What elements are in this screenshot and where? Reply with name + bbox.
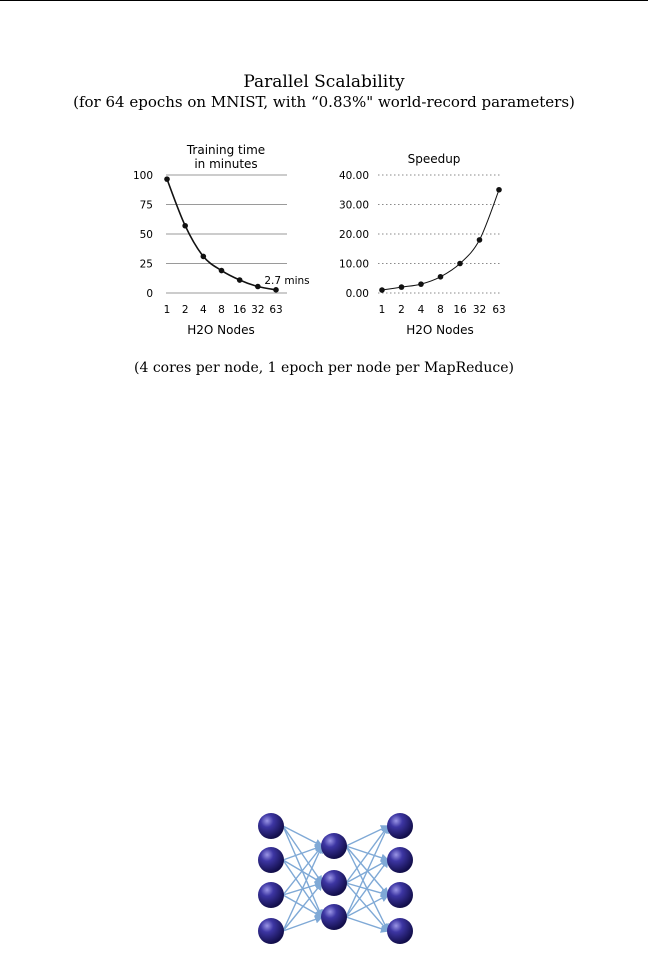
- data-point: [438, 274, 444, 280]
- y-tick-label: 0: [146, 288, 153, 300]
- network-node: [258, 882, 284, 908]
- network-node: [387, 918, 413, 944]
- x-tick-label: 63: [269, 304, 283, 316]
- annotation-label: 2.7 mins: [264, 275, 310, 287]
- y-tick-label: 40.00: [338, 170, 369, 182]
- y-tick-label: 25: [139, 258, 153, 271]
- network-edge: [346, 826, 388, 917]
- network-edge: [346, 826, 388, 846]
- x-tick-label: 32: [472, 304, 487, 316]
- network-node: [387, 813, 413, 839]
- network-node: [321, 833, 347, 859]
- y-tick-label: 75: [139, 199, 153, 212]
- figure-subtitle: (for 64 epochs on MNIST, with “0.83%" world-record parameters): [73, 93, 575, 111]
- network-node: [258, 918, 284, 944]
- neural-network-diagram: [258, 813, 413, 944]
- data-point: [255, 284, 261, 290]
- network-edge: [346, 895, 388, 917]
- x-axis-label: H2O Nodes: [187, 323, 255, 337]
- figure-title: Parallel Scalability: [243, 72, 405, 92]
- network-edge: [346, 826, 388, 883]
- x-tick-label: 1: [163, 304, 171, 316]
- y-tick-label: 0.00: [345, 288, 369, 300]
- data-point: [164, 176, 170, 182]
- network-node: [258, 813, 284, 839]
- y-tick-label: 20.00: [338, 229, 369, 241]
- x-tick-label: 8: [437, 304, 444, 316]
- data-point: [219, 268, 225, 274]
- x-tick-label: 2: [398, 304, 405, 316]
- x-tick-label: 8: [218, 304, 225, 316]
- x-tick-label: 63: [492, 304, 506, 316]
- network-edge: [283, 826, 322, 846]
- data-point: [418, 281, 424, 287]
- network-node: [321, 904, 347, 930]
- x-axis-label: H2O Nodes: [406, 323, 474, 337]
- network-node: [387, 882, 413, 908]
- data-point: [477, 237, 483, 243]
- data-point: [496, 187, 502, 193]
- network-node: [258, 847, 284, 873]
- y-tick-label: 100: [132, 170, 153, 182]
- speedup-chart: [339, 152, 506, 337]
- y-tick-label: 50: [139, 229, 153, 241]
- network-node: [387, 847, 413, 873]
- x-tick-label: 4: [199, 304, 207, 316]
- network-edge: [283, 826, 322, 883]
- data-point: [201, 254, 207, 260]
- training-time-chart: [133, 143, 310, 337]
- y-tick-label: 30.00: [338, 199, 369, 212]
- network-node: [321, 870, 347, 896]
- data-point: [379, 287, 385, 293]
- x-tick-label: 16: [453, 304, 467, 316]
- x-tick-label: 32: [251, 304, 265, 316]
- figure-caption: (4 cores per node, 1 epoch per node per MapReduce): [134, 360, 514, 376]
- data-point: [457, 261, 463, 267]
- chart-title-line-2: in minutes: [194, 157, 258, 171]
- data-point: [399, 284, 405, 290]
- chart-title: Speedup: [407, 152, 461, 166]
- y-tick-label: 10.00: [338, 258, 369, 271]
- x-tick-label: 16: [232, 304, 247, 316]
- data-point: [273, 287, 279, 293]
- data-point: [182, 223, 188, 229]
- data-point: [237, 277, 243, 283]
- x-tick-label: 2: [181, 304, 189, 316]
- x-tick-label: 4: [417, 304, 425, 316]
- x-tick-label: 1: [378, 304, 386, 316]
- chart-title-line-1: Training time: [186, 143, 266, 157]
